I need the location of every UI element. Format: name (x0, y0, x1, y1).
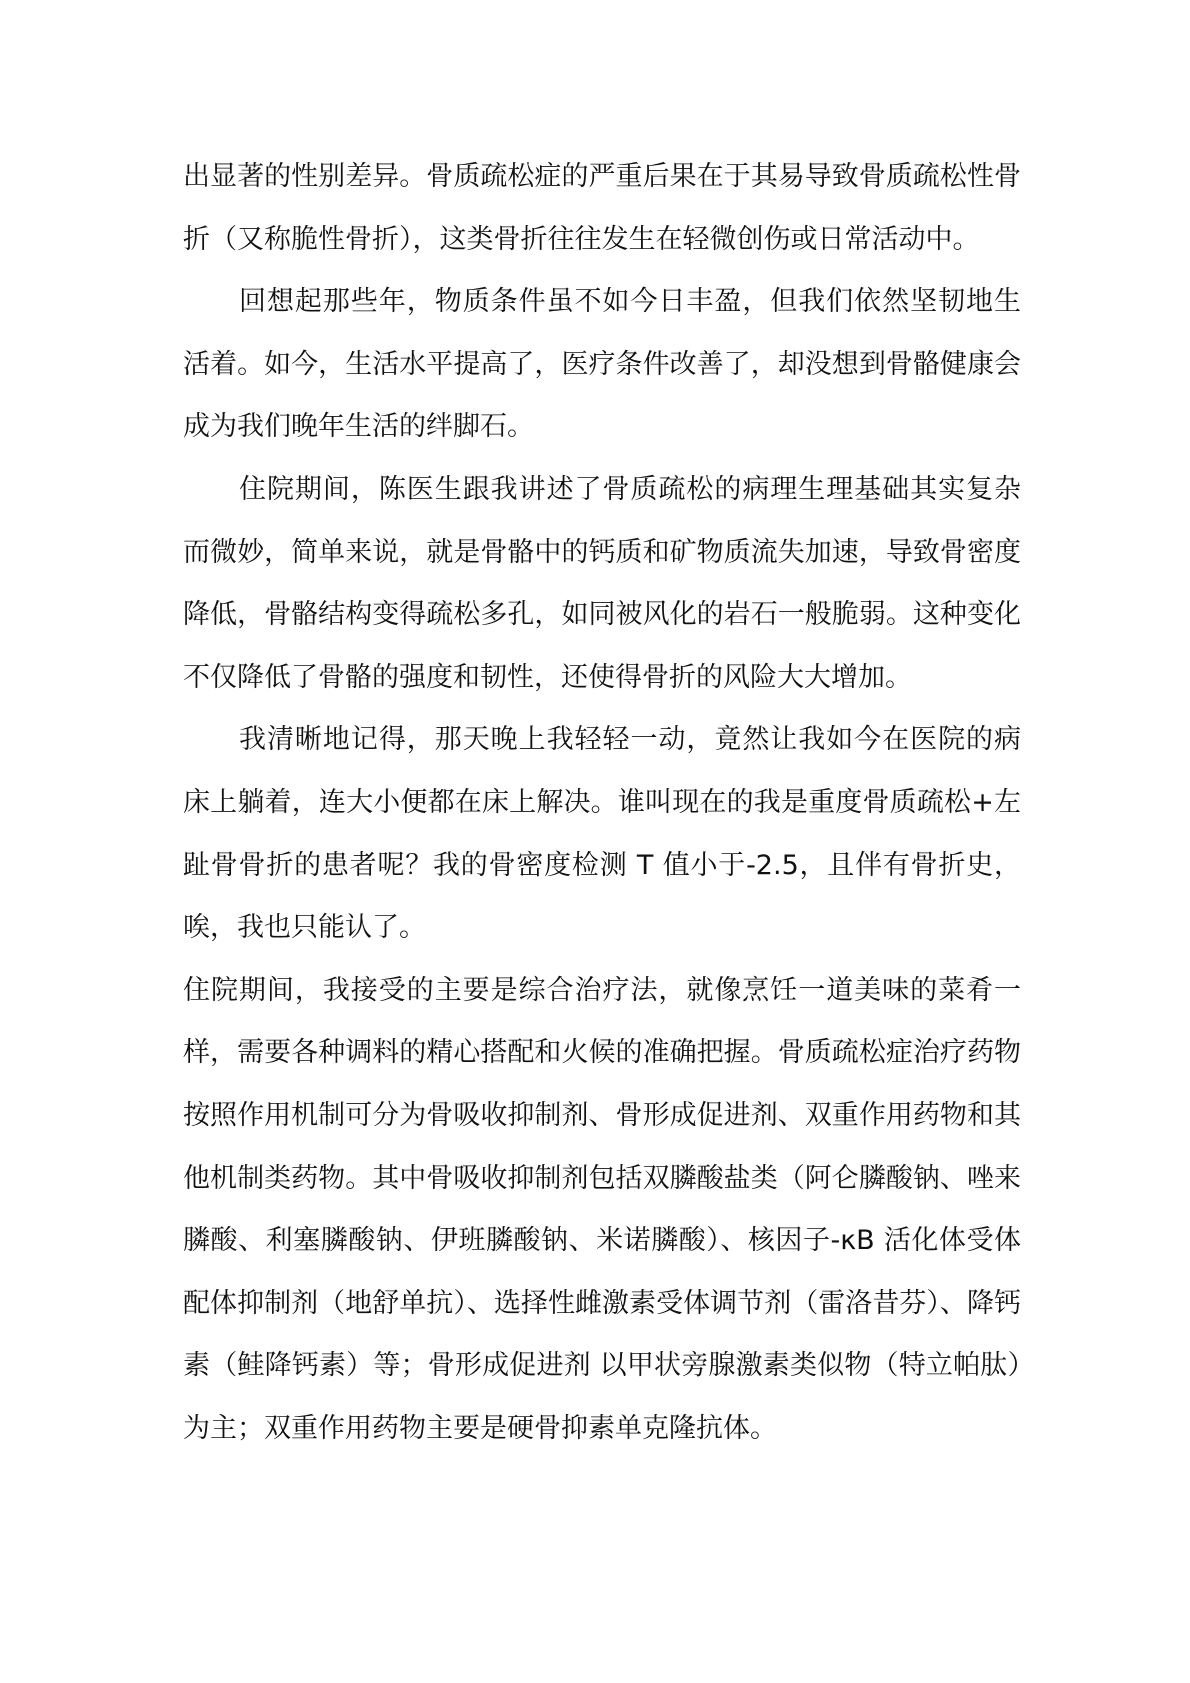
paragraph-1: 出显著的性别差异。骨质疏松症的严重后果在于其易导致骨质疏松性骨折（又称脆性骨折），这类骨折往往发生在轻微创伤或日常活动中。 (183, 161, 1021, 255)
paragraph-2: 回想起那些年，物质条件虽不如今日丰盈，但我们依然坚韧地生活着。如今，生活水平提高了，医疗条件改善了，却没想到骨骼健康会成为我们晚年生活的绊脚石。 (183, 286, 1021, 443)
paragraph-4: 我清晰地记得，那天晚上我轻轻一动，竟然让我如今在医院的病床上躺着，连大小便都在床上解决。谁叫现在的我是重度骨质疏松+左趾骨骨折的患者呢？我的骨密度检测 T 值小于-2.5，且伴有骨折史，唉，我也只能认了。 (183, 724, 1021, 944)
paragraph-3: 住院期间，陈医生跟我讲述了骨质疏松的病理生理基础其实复杂而微妙，简单来说，就是骨骼中的钙质和矿物质流失加速，导致骨密度降低，骨骼结构变得疏松多孔，如同被风化的岩石一般脆弱。这种变化不仅降低了骨骼的强度和韧性，还使得骨折的风险大大增加。 (183, 473, 1021, 693)
body-text (183, 146, 1021, 1460)
paragraph-5: 住院期间，我接受的主要是综合治疗法，就像烹饪一道美味的菜肴一样，需要各种调料的精心搭配和火候的准确把握。骨质疏松症治疗药物按照作用机制可分为骨吸收抑制剂、骨形成促进剂、双重作用药物和其他机制类药物。其中骨吸收抑制剂包括双膦酸盐类（阿仑膦酸钠、唑来膦酸、利塞膦酸钠、伊班膦酸钠、米诺膦酸）、核因子-κB 活化体受体配体抑制剂（地舒单抗）、选择性雌激素受体调节剂（雷洛昔芬）、降钙素（鲑降钙素）等；骨形成促进剂 以甲状旁腺激素类似物（特立帕肽）为主；双重作用药物主要是硬骨抑素单克隆抗体。 (183, 974, 1021, 1444)
